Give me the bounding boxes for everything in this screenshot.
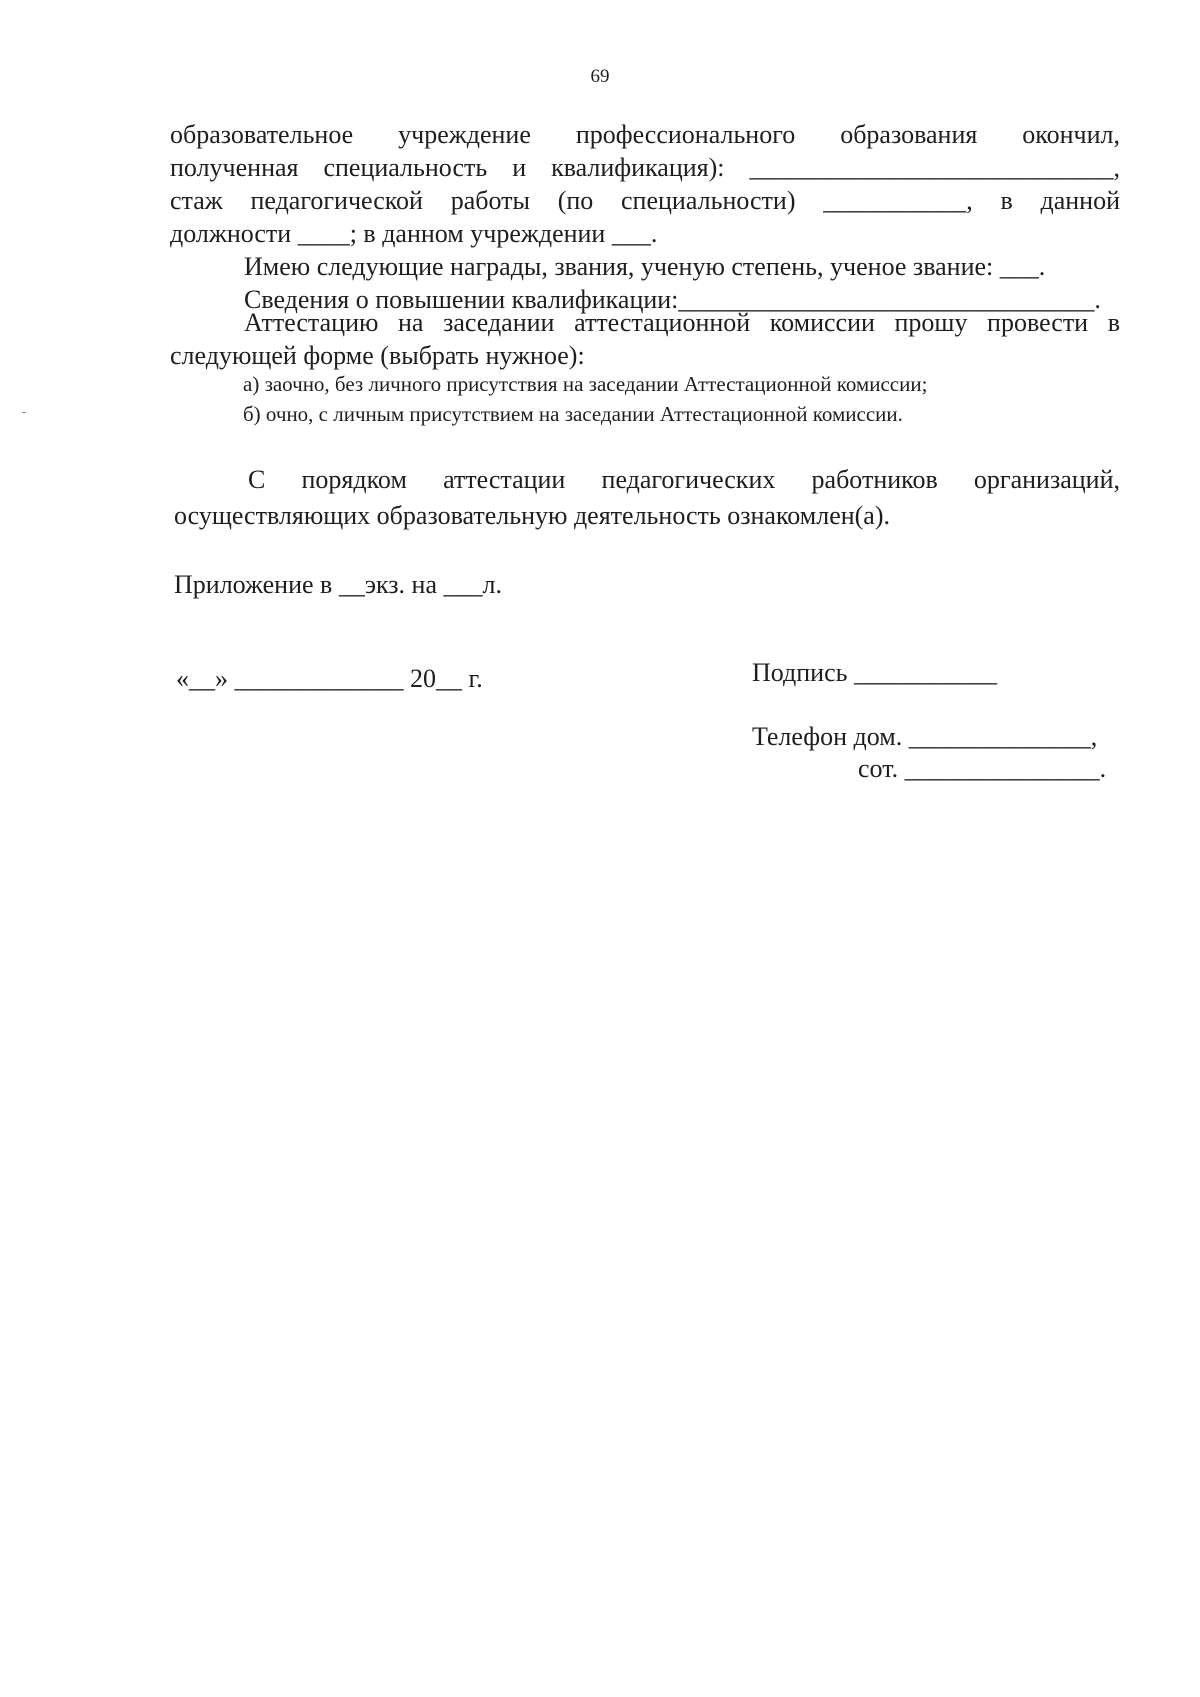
acknowledgement-line-2: осуществляющих образовательную деятельность ознакомлен(а). [174,501,891,530]
education-line-1: образовательное учреждение профессионального образования окончил, [170,120,1120,149]
acknowledgement-paragraph [174,462,1120,534]
page-number: 69 [590,66,610,87]
phone-home-line: Телефон дом. ______________, [752,722,1098,751]
phone-mobile-line: сот. _______________. [858,754,1107,783]
option-in-person: б) очно, с личным присутствием на заседании Аттестационной комиссии. [243,402,903,426]
signature-line: Подпись ___________ [752,658,997,687]
education-paragraph [170,118,1120,316]
experience-line: стаж педагогической работы (по специальности) ___________, в данной [170,186,1120,215]
request-line-1: Аттестацию на заседании аттестационной комиссии прошу провести в [244,308,1120,337]
education-line-2: полученная специальность и квалификация): ____________________________, [170,153,1120,182]
attestation-request [170,306,1120,372]
qualification-line: Сведения о повышении квалификации:________________________________. [244,285,1101,314]
scan-artifact [22,412,26,413]
request-line-2: следующей форме (выбрать нужное): [170,341,585,370]
awards-line: Имею следующие награды, звания, ученую степень, ученое звание: ___. [244,252,1046,281]
attachment-line: Приложение в __экз. на ___л. [174,570,502,599]
date-line: «__» _____________ 20__ г. [176,664,483,693]
position-line: должности ____; в данном учреждении ___. [170,219,658,248]
option-absentia: а) заочно, без личного присутствия на заседании Аттестационной комиссии; [243,372,928,396]
acknowledgement-line-1: С порядком аттестации педагогических работников организаций, [248,465,1120,494]
